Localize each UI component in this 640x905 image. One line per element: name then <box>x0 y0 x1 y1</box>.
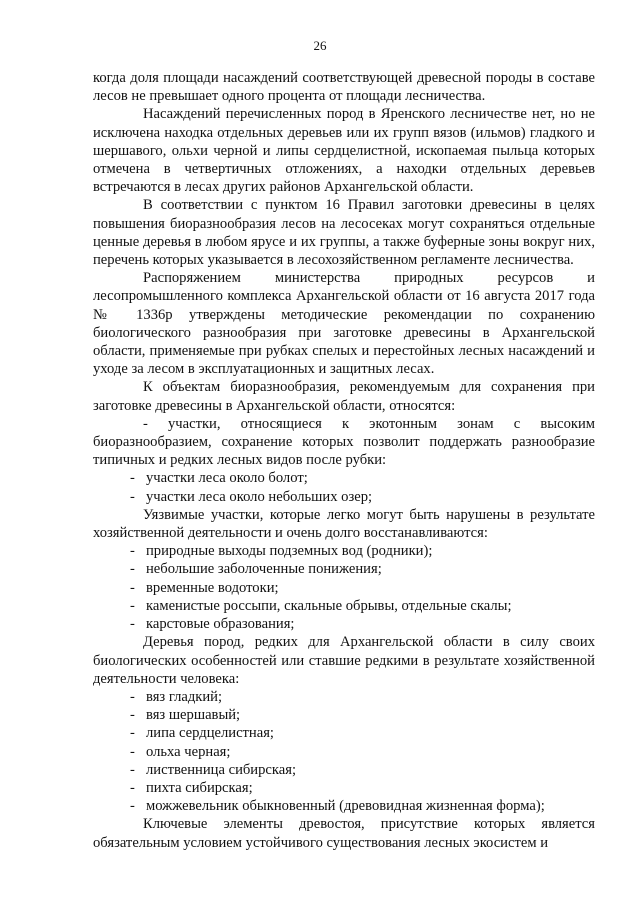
list-dash: - <box>130 597 135 614</box>
paragraph: В соответствии с пунктом 16 Правил заготовки древесины в целях повышения биоразнообразия лесов на лесосеках могут сохраняться отдельные ценные деревья в любом ярусе и их группы, а также буферные зоны вокруг них, перечень которых указывается в лесохозяйственном регламенте лесничества. <box>93 197 595 269</box>
list-dash: - <box>130 725 135 742</box>
list-item: - ольха черная; <box>130 743 231 760</box>
list-item: - участки леса около болот; <box>130 470 308 487</box>
list-dash: - <box>130 470 135 487</box>
list-item: - можжевельник обыкновенный (древовидная жизненная форма); <box>130 798 545 815</box>
list-dash: - <box>130 707 135 724</box>
list-dash: - <box>130 798 135 815</box>
paragraph: Ключевые элементы древостоя, присутствие которых является обязательным условием устойчивого существования лесных экосистем и <box>93 816 595 851</box>
paragraph: Деревья пород, редких для Архангельской области в силу своих биологических особенностей или ставшие редкими в результате хозяйственной деятельности человека: <box>93 634 595 687</box>
paragraph: К объектам биоразнообразия, рекомендуемым для сохранения при заготовке древесины в Архангельской области, относятся: <box>93 379 595 414</box>
list-item: - участки леса около небольших озер; <box>130 488 373 505</box>
list-item: - лиственница сибирская; <box>130 761 297 778</box>
list-dash: - <box>130 616 135 633</box>
page-number: 26 <box>313 38 327 53</box>
list-ecotone-sites <box>93 469 595 505</box>
list-item: - вяз гладкий; <box>130 688 223 705</box>
list-item: - небольшие заболоченные понижения; <box>130 561 382 578</box>
list-item: - пихта сибирская; <box>130 779 253 796</box>
list-vulnerable-sites <box>93 542 595 633</box>
list-item: - природные выходы подземных вод (родники); <box>130 543 433 560</box>
paragraph: когда доля площади насаждений соответствующей древесной породы в составе лесов не превышает одного процента от площади лесничества. <box>93 70 595 105</box>
list-dash: - <box>130 743 135 760</box>
list-dash: - <box>130 579 135 596</box>
list-item: - липа сердцелистная; <box>130 725 274 742</box>
list-dash: - <box>130 488 135 505</box>
paragraph: Распоряжением министерства природных ресурсов и лесопромышленного комплекса Архангельской области от 16 августа 2017 года № 1336р утверждены методические рекомендации по сохранению биологического разнообразия при заготовке древесины в Архангельской области, применяемые при рубках спелых и перестойных лесных насаждений и уходе за лесом в эксплуатационных и защитных лесах. <box>93 270 595 378</box>
list-dash: - <box>130 779 135 796</box>
list-dash: - <box>130 761 135 778</box>
list-dash: - <box>130 688 135 705</box>
list-item: - временные водотоки; <box>130 579 279 596</box>
list-dash: - <box>130 543 135 560</box>
list-rare-species <box>93 688 595 815</box>
list-dash: - <box>130 561 135 578</box>
paragraph: Насаждений перечисленных пород в Яренского лесничестве нет, но не исключена находка отдельных деревьев или их групп вязов (ильмов) гладкого и шершавого, ольхи черной и липы сердцелистной, ископаемая пыльца которых отмечена в четвертичных отложениях, а находки отдельных деревьев встречаются в лесах других районов Архангельской области. <box>93 106 595 196</box>
list-item: - карстовые образования; <box>130 616 295 633</box>
document-body <box>93 69 595 852</box>
paragraph: Уязвимые участки, которые легко могут быть нарушены в результате хозяйственной деятельности и очень долго восстанавливаются: <box>93 506 595 542</box>
paragraph: - участки, относящиеся к экотонным зонам с высоким биоразнообразием, сохранение которых позволит поддержать разнообразие типичных и редких лесных видов после рубки: <box>93 415 595 469</box>
list-item: - каменистые россыпи, скальные обрывы, отдельные скалы; <box>130 597 512 614</box>
list-item: - вяз шершавый; <box>130 707 241 724</box>
